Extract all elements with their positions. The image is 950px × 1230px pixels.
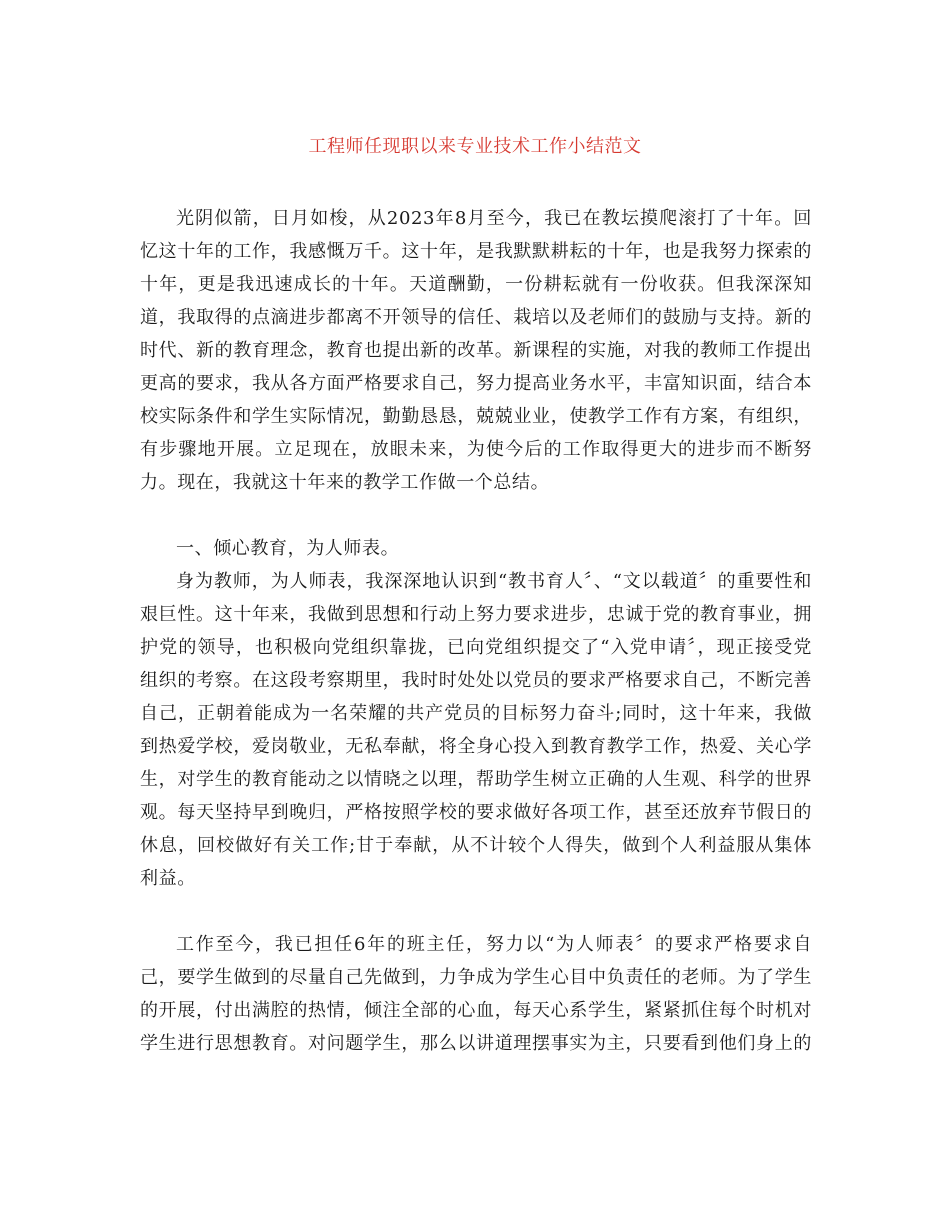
text-line: 组织的考察。在这段考察期里，我时时处处以党员的要求严格要求自己，不断完善 bbox=[140, 670, 812, 691]
text-line: 校实际条件和学生实际情况，勤勤恳恳，兢兢业业，使教学工作有方案，有组织， bbox=[140, 406, 812, 427]
text-line: 忆这十年的工作，我感慨万千。这十年，是我默默耕耘的十年，也是我努力探索的 bbox=[140, 241, 812, 262]
text-line: 学生进行思想教育。对问题学生，那么以讲道理摆事实为主，只要看到他们身上的 bbox=[140, 1033, 812, 1054]
text-line: 有步骤地开展。立足现在，放眼未来，为使今后的工作取得更大的进步而不断努 bbox=[140, 439, 812, 460]
text-line: 光阴似箭，日月如梭，从2023年8月至今，我已在教坛摸爬滚打了十年。回 bbox=[176, 208, 812, 229]
text-line: 的开展，付出满腔的热情，倾注全部的心血，每天心系学生，紧紧抓住每个时机对 bbox=[140, 1000, 812, 1021]
section-heading bbox=[140, 532, 812, 565]
text-line: 观。每天坚持早到晚归，严格按照学校的要求做好各项工作，甚至还放弃节假日的 bbox=[140, 802, 812, 823]
paragraph-teacher bbox=[140, 565, 812, 895]
text-line: 到热爱学校，爱岗敬业，无私奉献，将全身心投入到教育教学工作，热爱、关心学 bbox=[140, 736, 812, 757]
text-line: 道，我取得的点滴进步都离不开领导的信任、栽培以及老师们的鼓励与支持。新的 bbox=[140, 307, 812, 328]
paragraph-head-teacher bbox=[140, 928, 812, 1060]
section-heading-text: 一、倾心教育，为人师表。 bbox=[176, 538, 400, 559]
text-line: 休息，回校做好有关工作;甘于奉献，从不计较个人得失，做到个人利益服从集体 bbox=[140, 835, 812, 856]
document-title: 工程师任现职以来专业技术工作小结范文 bbox=[308, 136, 642, 157]
paragraph-intro bbox=[140, 202, 812, 499]
text-line: 身为教师，为人师表，我深深地认识到“教书育人〞、“文以载道〞的重要性和 bbox=[176, 571, 812, 592]
text-line: 护党的领导，也积极向党组织靠拢，已向党组织提交了“入党申请〞，现正接受党 bbox=[140, 637, 812, 658]
text-line: 时代、新的教育理念，教育也提出新的改革。新课程的实施，对我的教师工作提出 bbox=[140, 340, 812, 361]
text-line: 力。现在，我就这十年来的教学工作做一个总结。 bbox=[140, 472, 550, 493]
text-line: 自己，正朝着能成为一名荣耀的共产党员的目标努力奋斗;同时，这十年来，我做 bbox=[140, 703, 812, 724]
text-line: 工作至今，我已担任6年的班主任，努力以“为人师表〞的要求严格要求自 bbox=[176, 934, 812, 955]
text-line: 利益。 bbox=[140, 868, 196, 889]
text-line: 十年，更是我迅速成长的十年。天道酬勤，一份耕耘就有一份收获。但我深深知 bbox=[140, 274, 812, 295]
text-line: 艰巨性。这十年来，我做到思想和行动上努力要求进步，忠诚于党的教育事业，拥 bbox=[140, 604, 812, 625]
text-line: 生，对学生的教育能动之以情晓之以理，帮助学生树立正确的人生观、科学的世界 bbox=[140, 769, 812, 790]
text-line: 己，要学生做到的尽量自己先做到，力争成为学生心目中负责任的老师。为了学生 bbox=[140, 967, 812, 988]
text-line: 更高的要求，我从各方面严格要求自己，努力提高业务水平，丰富知识面，结合本 bbox=[140, 373, 812, 394]
